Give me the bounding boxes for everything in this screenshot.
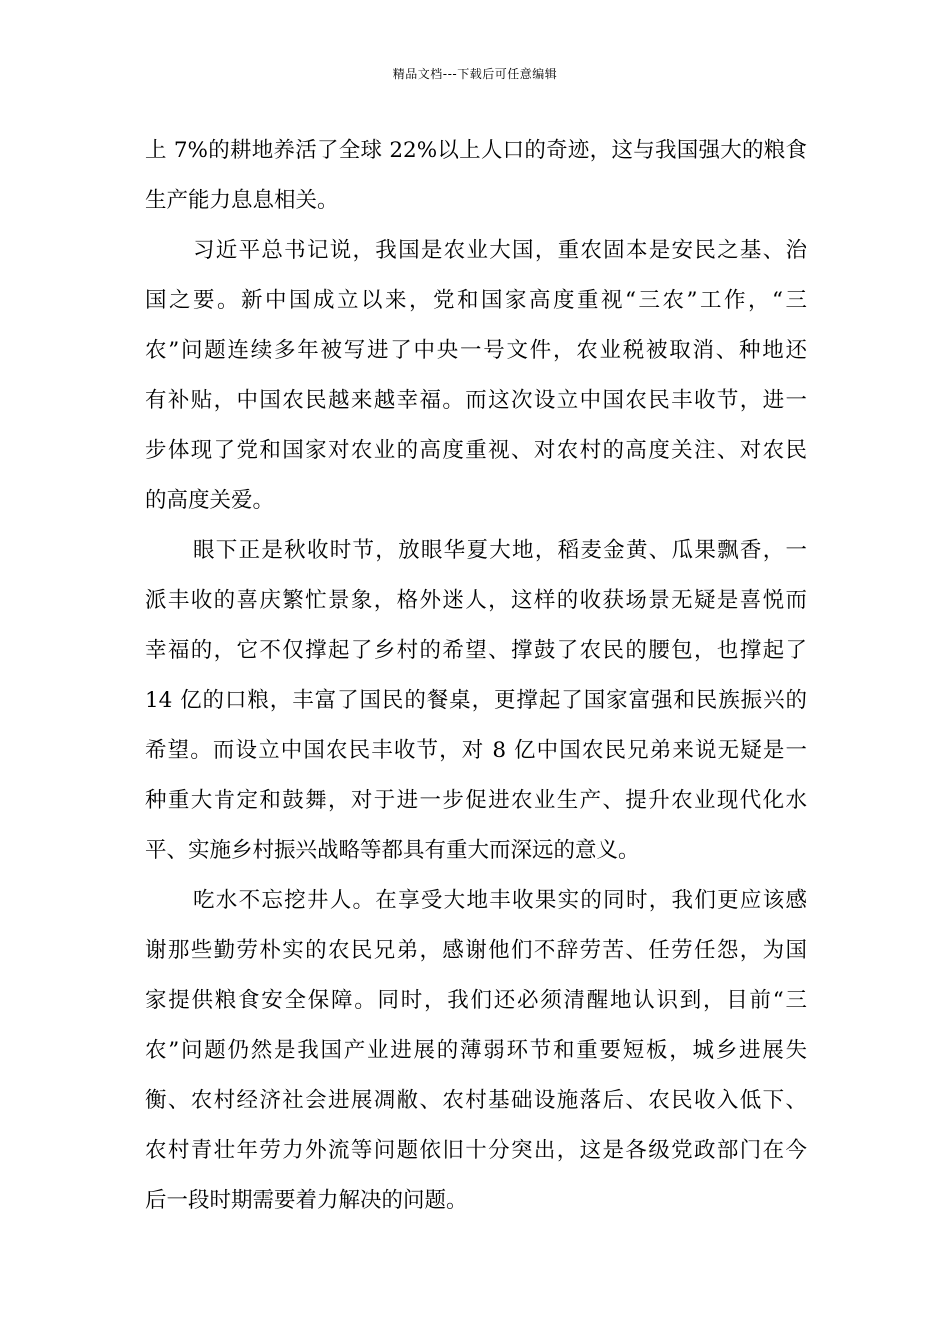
text-line: 有补贴，中国农民越来越幸福。而这次设立中国农民丰收节，进一: [145, 388, 807, 413]
text-line: 种重大肯定和鼓舞，对于进一步促进农业生产、提升农业现代化水: [145, 788, 807, 813]
text-line: 平、实施乡村振兴战略等都具有重大而深远的意义。: [145, 838, 640, 863]
page-header: 精品文档---下载后可任意编辑: [392, 67, 558, 81]
text-line: 14 亿的口粮，丰富了国民的餐桌，更撑起了国家富强和民族振兴的: [145, 688, 807, 713]
text-line: 生产能力息息相关。: [145, 188, 339, 213]
text-line: 吃水不忘挖井人。在享受大地丰收果实的同时，我们更应该感: [193, 888, 807, 913]
text-line: 上 7%的耕地养活了全球 22%以上人口的奇迹，这与我国强大的粮食: [145, 138, 807, 163]
text-line: 农村青壮年劳力外流等问题依旧十分突出，这是各级党政部门在今: [145, 1138, 807, 1163]
text-line: 派丰收的喜庆繁忙景象，格外迷人，这样的收获场景无疑是喜悦而: [145, 588, 807, 613]
text-line: 谢那些勤劳朴实的农民兄弟，感谢他们不辞劳苦、任劳任怨，为国: [145, 938, 807, 963]
text-line: 后一段时期需要着力解决的问题。: [145, 1188, 468, 1213]
text-line: 幸福的，它不仅撑起了乡村的希望、撑鼓了农民的腰包，也撑起了: [145, 638, 807, 663]
text-line: 的高度关爱。: [145, 488, 275, 513]
text-line: 农”问题连续多年被写进了中央一号文件，农业税被取消、种地还: [145, 338, 807, 363]
text-line: 眼下正是秋收时节，放眼华夏大地，稻麦金黄、瓜果飘香，一: [193, 538, 807, 563]
text-line: 步体现了党和国家对农业的高度重视、对农村的高度关注、对农民: [145, 438, 807, 463]
text-line: 衡、农村经济社会进展凋敝、农村基础设施落后、农民收入低下、: [145, 1088, 807, 1113]
text-line: 希望。而设立中国农民丰收节，对 8 亿中国农民兄弟来说无疑是一: [145, 738, 807, 763]
text-line: 习近平总书记说，我国是农业大国，重农固本是安民之基、治: [193, 238, 807, 263]
text-line: 国之要。新中国成立以来，党和国家高度重视“三农”工作，“三: [145, 288, 807, 313]
text-line: 农”问题仍然是我国产业进展的薄弱环节和重要短板，城乡进展失: [145, 1038, 807, 1063]
text-line: 家提供粮食安全保障。同时，我们还必须清醒地认识到，目前“三: [145, 988, 807, 1013]
